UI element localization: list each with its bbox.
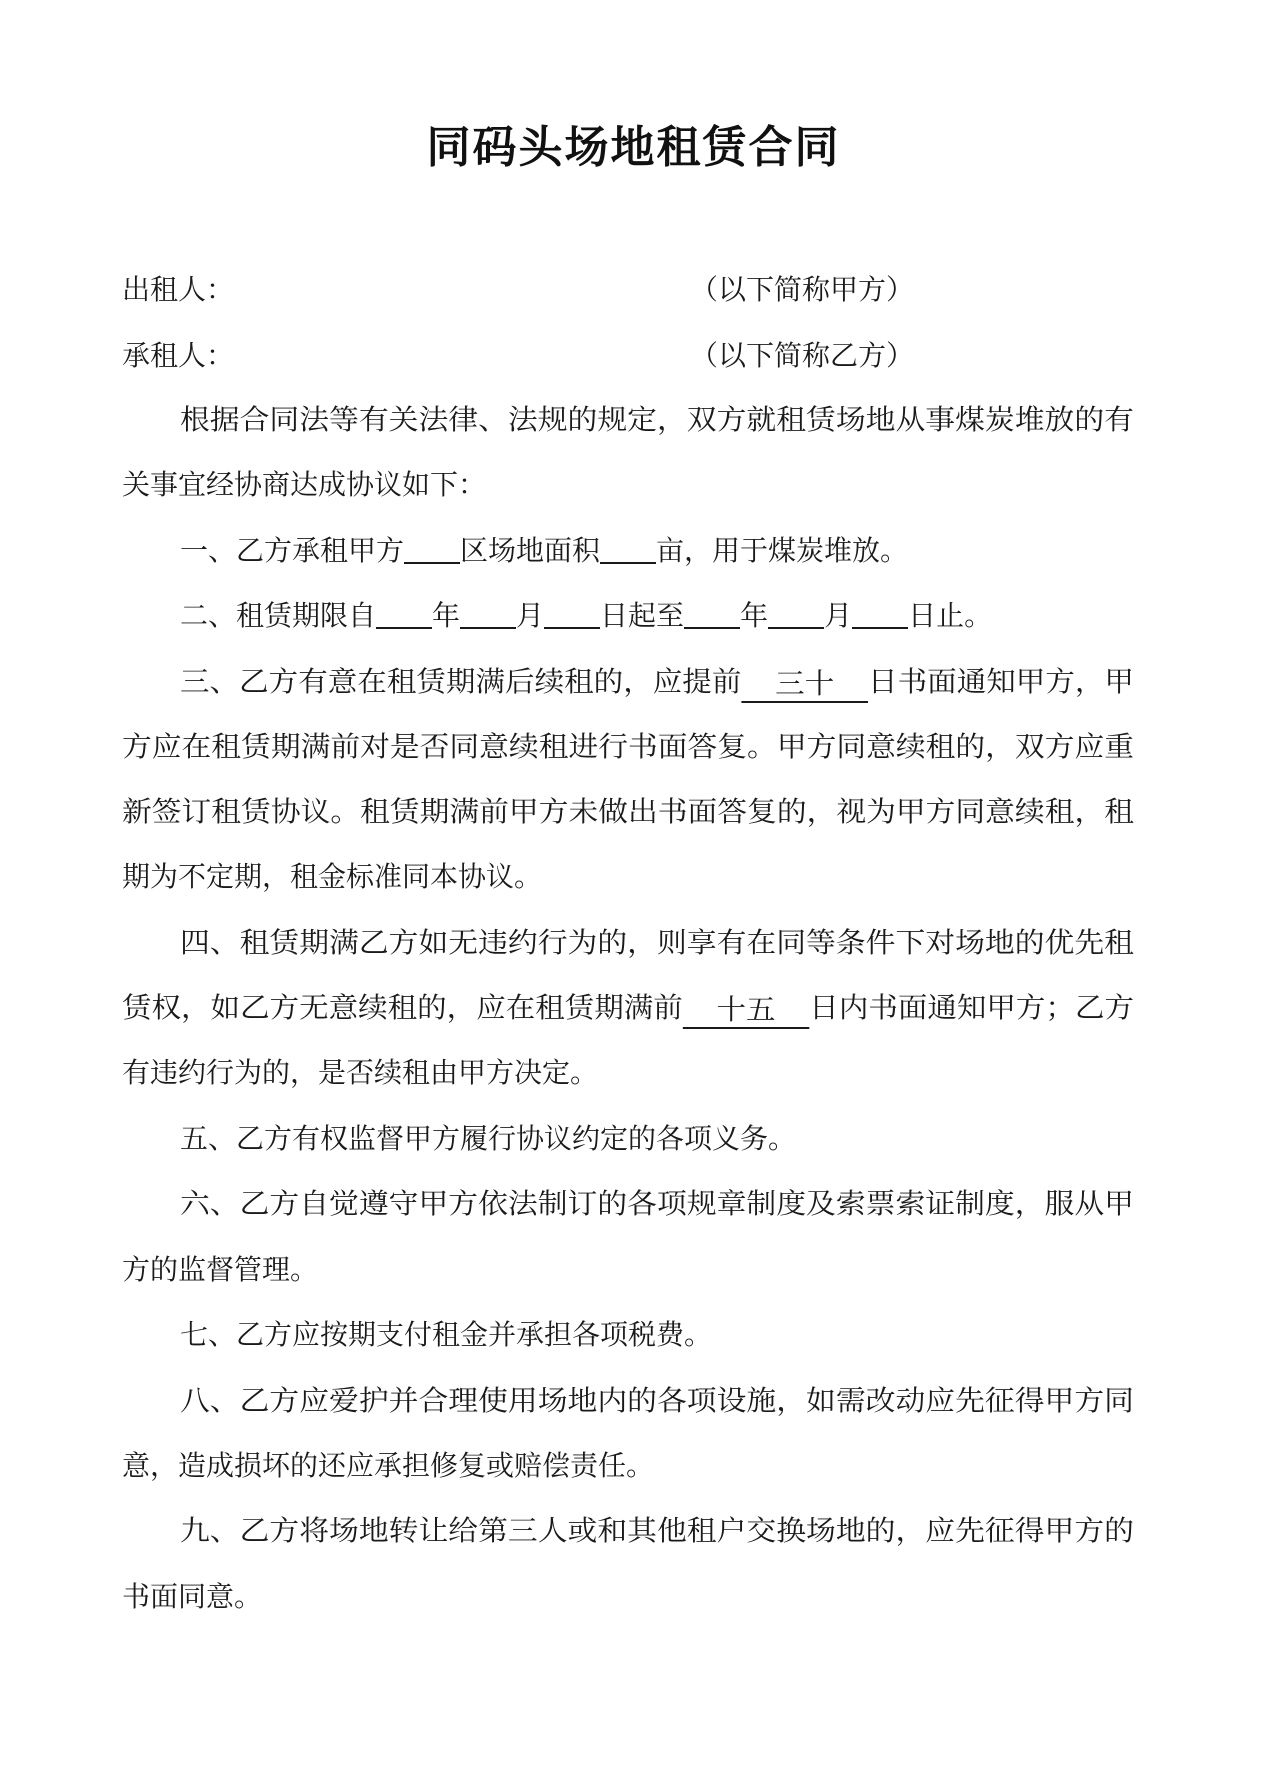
clause-4-text-2 <box>122 988 1134 1029</box>
clause-5-text: 五、乙方有权监督甲方履行协议约定的各项义务。 <box>180 1122 797 1155</box>
clause-3-text-1 <box>180 662 1134 703</box>
renewal-notice-days-field: 十五 <box>683 993 809 1029</box>
end-day-blank <box>852 597 908 629</box>
clause-6-line-1 <box>0 1184 1267 1224</box>
clause-2-part-d: 日起至 <box>600 599 685 632</box>
clause-9-text-1: 九、乙方将场地转让给第三人或和其他租户交换场地的，应先征得甲方的 <box>180 1514 1134 1547</box>
lessee-line <box>0 336 1267 376</box>
lessor-line <box>0 270 1267 310</box>
clause-1-part-c: 亩，用于煤炭堆放。 <box>656 534 909 567</box>
preamble-text-1: 根据合同法等有关法律、法规的规定，双方就租赁场地从事煤炭堆放的有 <box>180 403 1134 436</box>
clause-1-text <box>180 531 908 571</box>
notice-days-field: 三十 <box>741 667 868 703</box>
clause-1-part-a: 一、乙方承租甲方 <box>180 534 405 567</box>
clause-3-text-2: 方应在租赁期满前对是否同意续租进行书面答复。甲方同意续租的，双方应重 <box>122 730 1134 763</box>
start-month-blank <box>460 597 516 629</box>
clause-6-text-1: 六、乙方自觉遵守甲方依法制订的各项规章制度及索票索证制度，服从甲 <box>180 1187 1134 1220</box>
end-month-blank <box>768 597 824 629</box>
clause-1 <box>0 531 1267 571</box>
clause-6-text-2: 方的监督管理。 <box>122 1253 319 1286</box>
end-year-blank <box>684 597 740 629</box>
preamble-line-2 <box>0 465 1267 505</box>
clause-4-text-3: 有违约行为的，是否续租由甲方决定。 <box>122 1056 599 1089</box>
clause-6-line-2 <box>0 1250 1267 1290</box>
clause-9-line-2 <box>0 1577 1267 1617</box>
clause-7 <box>0 1315 1267 1355</box>
area-zone-blank <box>404 532 460 564</box>
preamble-line-1 <box>0 400 1267 440</box>
lessee-note: （以下简称乙方） <box>690 339 915 372</box>
clause-7-text: 七、乙方应按期支付租金并承担各项税费。 <box>180 1318 713 1351</box>
clause-8-text-1: 八、乙方应爱护并合理使用场地内的各项设施，如需改动应先征得甲方同 <box>180 1384 1134 1417</box>
lessor-label: 出租人： <box>122 273 235 306</box>
clause-9-line-1 <box>0 1511 1267 1551</box>
clause-4-line-2 <box>0 988 1267 1028</box>
clause-9-text-2: 书面同意。 <box>122 1580 263 1613</box>
clause-4-part-a: 赁权，如乙方无意续租的，应在租赁期满前 <box>122 991 683 1024</box>
clause-4-line-3 <box>0 1053 1267 1093</box>
lessee-label: 承租人： <box>122 339 235 372</box>
clause-2 <box>0 596 1267 636</box>
preamble-text-2: 关事宜经协商达成协议如下： <box>122 468 487 501</box>
clause-8-text-2: 意，造成损坏的还应承担修复或赔偿责任。 <box>122 1449 655 1482</box>
start-year-blank <box>376 597 432 629</box>
clause-3-part-b: 日书面通知甲方，甲 <box>868 665 1134 698</box>
clause-1-part-b: 区场地面积 <box>460 534 601 567</box>
clause-3-line-2 <box>0 727 1267 767</box>
clause-2-part-a: 二、租赁期限自 <box>180 599 377 632</box>
clause-8-line-1 <box>0 1381 1267 1421</box>
clause-8-line-2 <box>0 1446 1267 1486</box>
clause-3-part-a: 三、乙方有意在租赁期满后续租的，应提前 <box>180 665 742 698</box>
area-size-blank <box>600 532 656 564</box>
start-day-blank <box>544 597 600 629</box>
clause-2-part-e: 年 <box>740 599 769 632</box>
clause-3-line-3 <box>0 792 1267 832</box>
clause-2-part-g: 日止。 <box>908 599 993 632</box>
clause-2-part-f: 月 <box>824 599 853 632</box>
clause-3-line-1 <box>0 662 1267 702</box>
lessor-note: （以下简称甲方） <box>690 273 915 306</box>
clause-2-text <box>180 596 992 636</box>
clause-4-text-1: 四、租赁期满乙方如无违约行为的，则享有在同等条件下对场地的优先租 <box>180 926 1134 959</box>
clause-3-line-4 <box>0 857 1267 897</box>
clause-2-part-b: 年 <box>432 599 461 632</box>
document-title: 同码头场地租赁合同 <box>426 122 841 173</box>
clause-3-text-4: 期为不定期，租金标准同本协议。 <box>122 860 543 893</box>
clause-3-text-3: 新签订租赁协议。租赁期满前甲方未做出书面答复的，视为甲方同意续租，租 <box>122 795 1134 828</box>
clause-5 <box>0 1119 1267 1159</box>
clause-4-line-1 <box>0 923 1267 963</box>
clause-2-part-c: 月 <box>516 599 545 632</box>
clause-4-part-b: 日内书面通知甲方；乙方 <box>809 991 1134 1024</box>
